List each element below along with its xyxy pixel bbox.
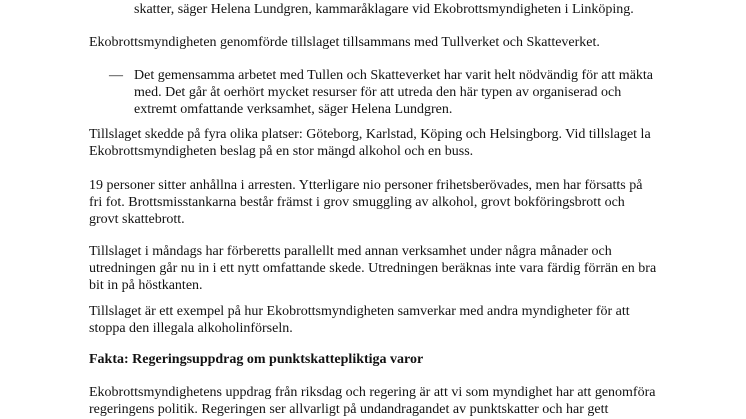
text-line: Tillslaget i måndags har förberetts parallellt med annan verksamhet under några månader och [89, 244, 612, 259]
text-line: regeringens politik. Regeringen ser allvarligt på undandragandet av punktskatter och har gett [89, 402, 609, 417]
quote-dash: — [109, 68, 123, 83]
text-line: Ekobrottsmyndigheten genomförde tillslaget tillsammans med Tullverket och Skatteverket. [89, 35, 600, 50]
text-line: fri fot. Brottsmisstankarna består främst i grov smuggling av alkohol, grovt bokföringsbrott och [89, 195, 625, 210]
text-line: med. Det går åt oerhört mycket resurser för att utreda den här typen av organiserad och [134, 85, 622, 100]
text-line: Tillslaget skedde på fyra olika platser: Göteborg, Karlstad, Köping och Helsingborg. Vid tillslaget la [89, 127, 651, 142]
text-line: stoppa den illegala alkoholinförseln. [89, 321, 293, 336]
text-line: bit in på höstkanten. [89, 278, 203, 293]
text-line: extremt omfattande verksamhet, säger Helena Lundgren. [134, 102, 453, 117]
text-line: grovt skattebrott. [89, 212, 185, 227]
text-line: Ekobrottsmyndigheten beslag på en stor mängd alkohol och en buss. [89, 144, 474, 159]
text-line: 19 personer sitter anhållna i arresten. Ytterligare nio personer frihetsberövades, men har försatts på [89, 178, 643, 193]
text-line: skatter, säger Helena Lundgren, kammaråklagare vid Ekobrottsmyndigheten i Linköping. [134, 2, 634, 17]
text-line: Tillslaget är ett exempel på hur Ekobrottsmyndigheten samverkar med andra myndigheter för att [89, 304, 630, 319]
text-line: utredningen går nu in i ett nytt omfattande skede. Utredningen beräknas inte vara färdig förrän en bra [89, 261, 657, 276]
section-heading: Fakta: Regeringsuppdrag om punktskattepliktiga varor [89, 352, 424, 367]
text-line: Ekobrottsmyndighetens uppdrag från riksdag och regering är att vi som myndighet har att genomföra [89, 385, 656, 400]
text-line: Det gemensamma arbetet med Tullen och Skatteverket har varit helt nödvändig för att mäkta [134, 68, 654, 83]
